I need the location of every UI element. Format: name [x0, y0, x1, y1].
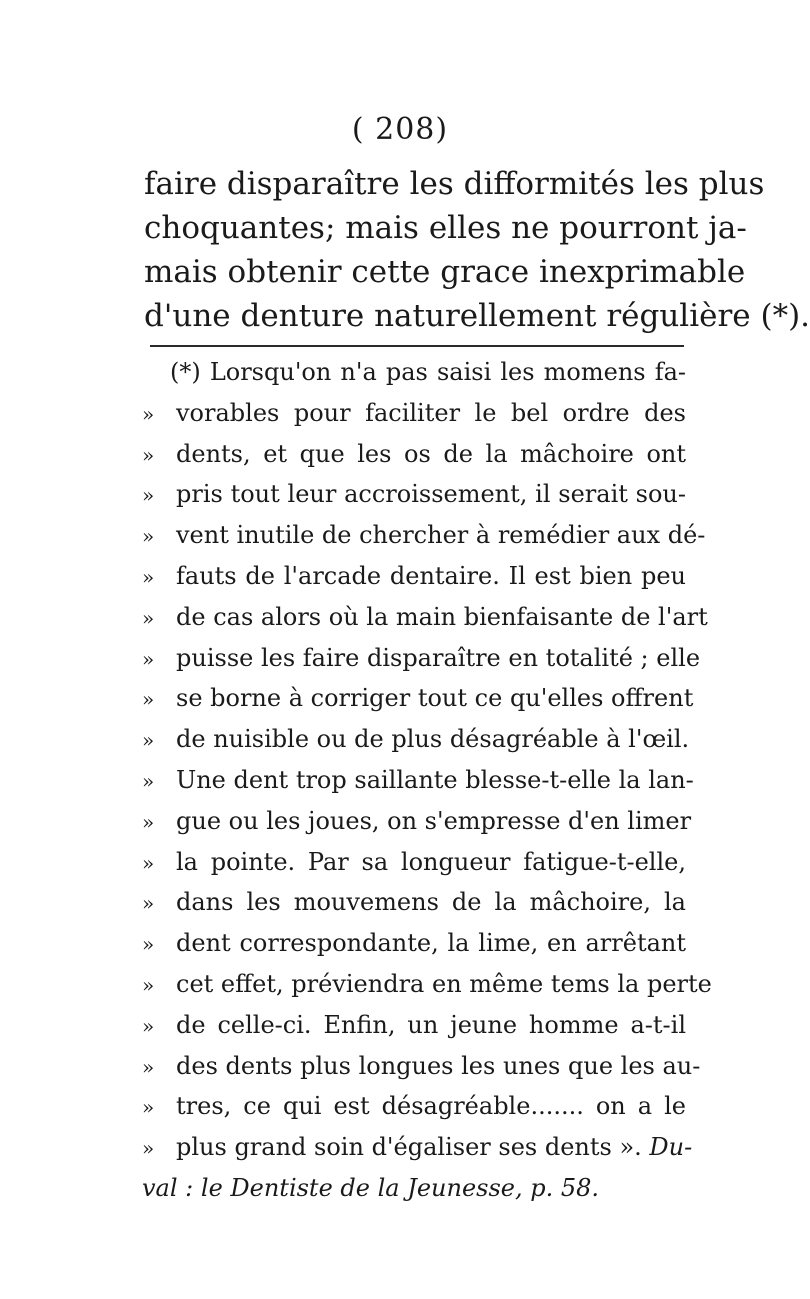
- quote-mark: »: [142, 768, 155, 793]
- quote-mark: »: [142, 1095, 155, 1120]
- main-text-line: choquantes; mais elles ne pourront ja-: [144, 210, 747, 246]
- footnote-line: [142, 719, 690, 760]
- footnote-text: de cas alors où la main bienfaisante de l'art: [176, 602, 708, 631]
- quote-mark: »: [142, 442, 155, 467]
- footnote-line: [142, 964, 712, 1005]
- quote-mark: »: [142, 687, 155, 712]
- footnote-text: de nuisible ou de plus désagréable à l'œil.: [176, 725, 690, 754]
- footnote-text: (*) Lorsqu'on n'a pas saisi les momens fa-: [170, 358, 686, 386]
- quote-mark: »: [142, 1013, 155, 1038]
- footnote-line: [142, 597, 708, 638]
- footnote-text: vent inutile de chercher à remédier aux dé-: [176, 521, 706, 550]
- footnote-line: [142, 842, 686, 883]
- quote-mark: »: [142, 646, 155, 671]
- footnote-line: [142, 760, 694, 801]
- quote-mark: »: [142, 728, 155, 753]
- footnote-line: [142, 801, 692, 842]
- footnote-line: [142, 1168, 686, 1209]
- footnote-text: la pointe. Par sa longueur fatigue-t-elle,: [176, 847, 686, 876]
- footnote-line: [142, 882, 686, 923]
- quote-mark: »: [142, 524, 155, 549]
- quote-mark: »: [142, 809, 155, 834]
- main-text-line: mais obtenir cette grace inexprimable: [144, 254, 746, 290]
- quote-mark: »: [142, 483, 155, 508]
- citation-text: val : le Dentiste de la Jeunesse, p. 58.: [142, 1173, 600, 1202]
- quote-mark: »: [142, 401, 155, 426]
- quote-mark: »: [142, 564, 155, 589]
- footnote-text: dans les mouvemens de la mâchoire, la: [176, 888, 686, 917]
- footnote-text: puisse les faire disparaître en totalité ; elle: [176, 643, 701, 672]
- footnote-text: pris tout leur accroissement, il serait sou-: [176, 480, 686, 509]
- footnote-line: [142, 1005, 686, 1046]
- footnote-text: tres, ce qui est désagréable....... on a le: [176, 1092, 686, 1121]
- footnote-line: [142, 434, 686, 475]
- footnote-text-with-citation: [176, 1127, 692, 1168]
- footnote-line: [142, 1046, 701, 1087]
- quote-mark: »: [142, 891, 155, 916]
- footnote-line: [142, 1127, 693, 1168]
- footnote-text: fauts de l'arcade dentaire. Il est bien peu: [176, 561, 686, 590]
- footnote-text: dents, et que les os de la mâchoire ont: [176, 439, 686, 468]
- quote-mark: »: [142, 850, 155, 875]
- footnote-text: cet effet, préviendra en même tems la perte: [176, 969, 712, 998]
- footnote-line: [142, 556, 686, 597]
- footnote-text: se borne à corriger tout ce qu'elles offrent: [176, 684, 694, 713]
- footnote-line: [142, 515, 706, 556]
- footnote-line: [142, 1086, 686, 1127]
- quote-mark: »: [142, 1054, 155, 1079]
- footnote-text: des dents plus longues les unes que les au-: [176, 1051, 701, 1080]
- footnote-line: [142, 638, 701, 679]
- footnote-line: [142, 474, 686, 515]
- footnote-line: [142, 678, 694, 719]
- footnote-line: [142, 923, 686, 964]
- footnote-text: dent correspondante, la lime, en arrêtant: [176, 929, 686, 958]
- main-text-line: faire disparaître les difformités les plus: [144, 166, 765, 202]
- main-text-line: d'une denture naturellement régulière (*).: [144, 298, 810, 334]
- footnote-block: [142, 352, 712, 1209]
- footnote-text: de celle-ci. Enfin, un jeune homme a-t-il: [176, 1010, 686, 1039]
- page-number: ( 208): [351, 112, 449, 147]
- footnote-line: [142, 352, 686, 393]
- quote-mark: »: [142, 1136, 155, 1161]
- main-text-block: [144, 162, 810, 338]
- footnote-text: vorables pour faciliter le bel ordre des: [176, 398, 686, 427]
- quote-mark: »: [142, 932, 155, 957]
- footnote-text: Une dent trop saillante blesse-t-elle la lan-: [176, 765, 694, 794]
- quote-mark: »: [142, 972, 155, 997]
- quote-mark: »: [142, 605, 155, 630]
- footnote-line: [142, 393, 686, 434]
- footnote-text: gue ou les joues, on s'empresse d'en limer: [176, 806, 692, 835]
- citation-text: Du-: [649, 1133, 693, 1162]
- footnote-text: plus grand soin d'égaliser ses dents ».: [176, 1133, 642, 1162]
- footnote-divider: [150, 345, 684, 347]
